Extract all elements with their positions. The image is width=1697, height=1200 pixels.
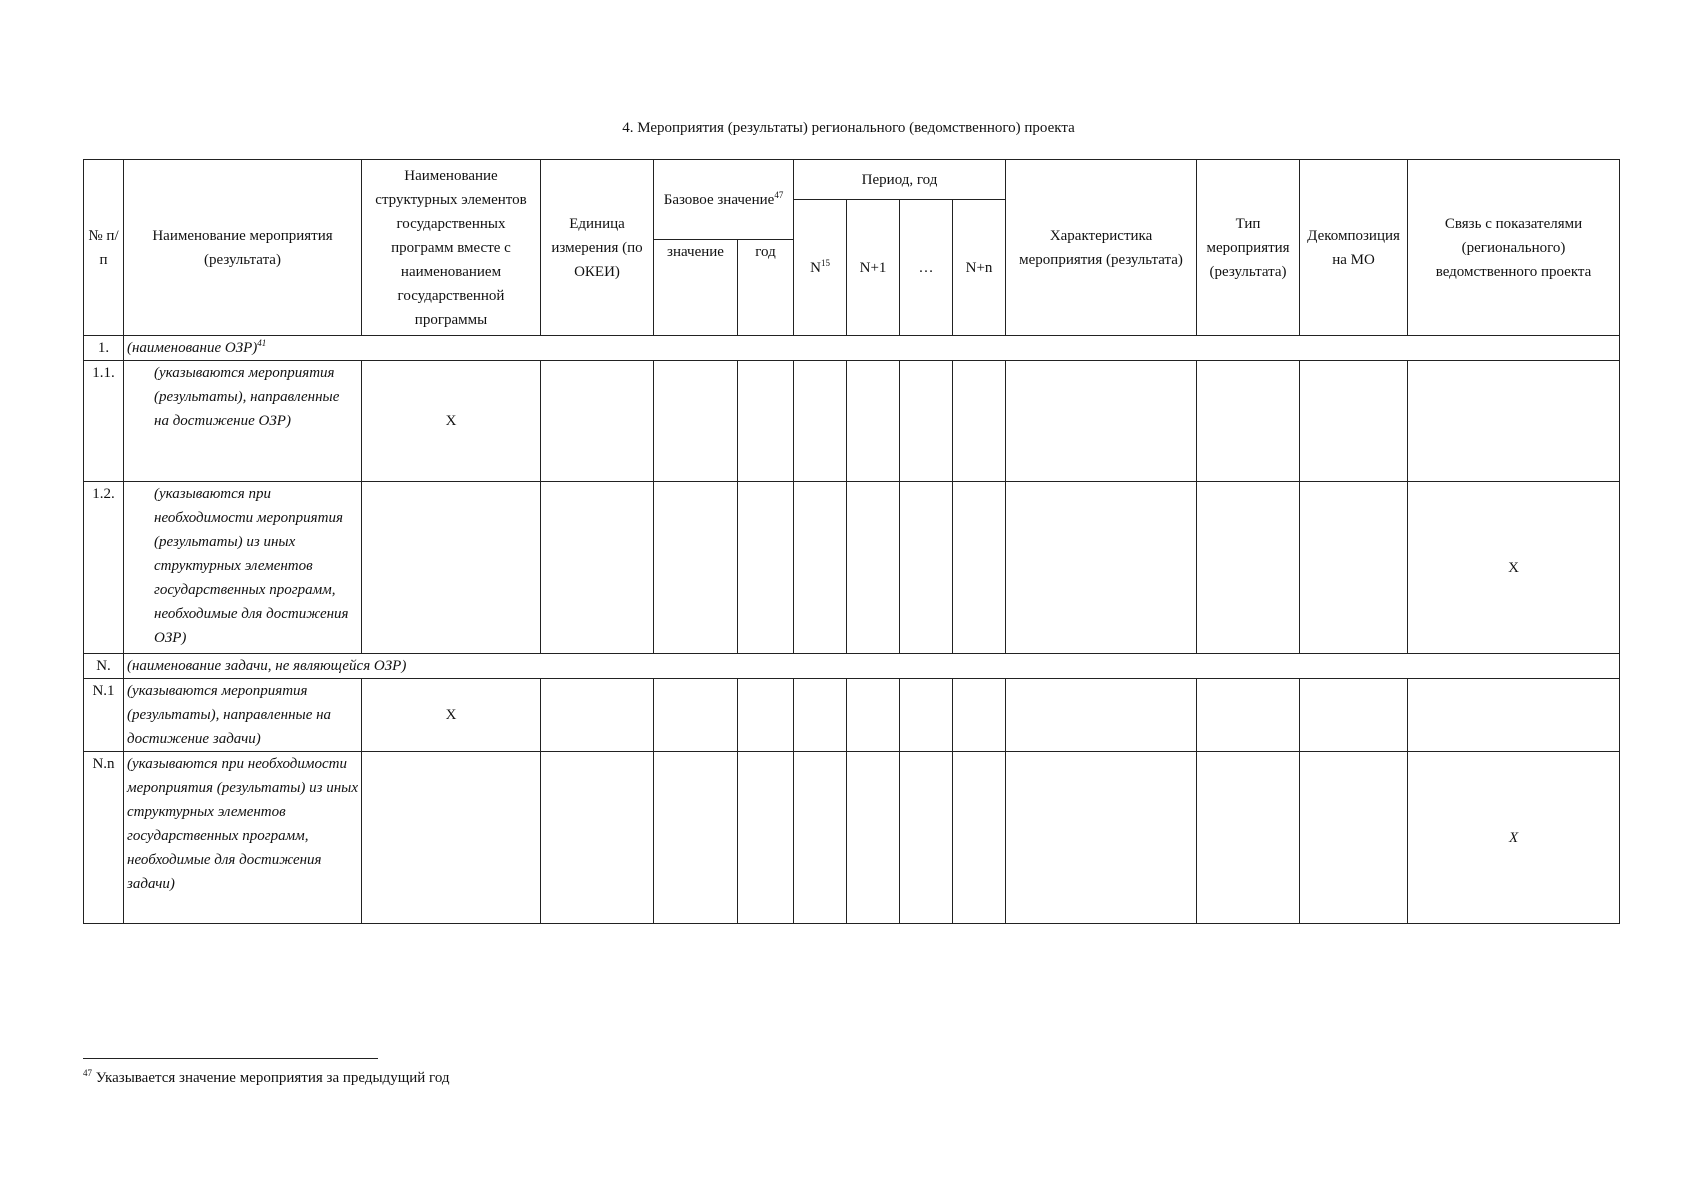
table-row	[84, 336, 1620, 361]
header-decomp: Декомпозиция на МО	[1300, 160, 1408, 336]
header-num: № п/п	[84, 160, 124, 336]
row-struct: X	[362, 361, 541, 482]
row-link	[1408, 361, 1620, 482]
header-type: Тип мероприятия (результата)	[1197, 160, 1300, 336]
row-struct	[362, 482, 541, 654]
header-charact: Характеристика мероприятия (результата)	[1006, 160, 1197, 336]
header-struct: Наименование структурных элементов государственных программ вместе с наименованием государственной программы	[362, 160, 541, 336]
header-link: Связь с показателями (регионального) ведомственного проекта	[1408, 160, 1620, 336]
row-title: (наименование ОЗР)$^{41}$	[124, 336, 1620, 361]
row-text: (указываются мероприятия (результаты), направленные на достижение задачи)	[124, 679, 362, 752]
header-period-ellipsis: …	[900, 200, 953, 336]
row-text: (указываются при необходимости мероприятия (результаты) из иных структурных элементов государственных программ, необходимые для достижения ОЗР)	[124, 482, 362, 654]
footnote: $^{47}$ Указывается значение мероприятия за предыдущий год	[83, 1068, 450, 1086]
row-num: 1.2.	[84, 482, 124, 654]
header-unit: Единица измерения (по ОКЕИ)	[541, 160, 654, 336]
table-row	[84, 482, 1620, 654]
table-row	[84, 679, 1620, 752]
row-struct: X	[362, 679, 541, 752]
header-period-n1: N+1	[847, 200, 900, 336]
row-link: X	[1408, 752, 1620, 924]
row-num: N.	[84, 654, 124, 679]
header-period-n: $N^{15}$	[794, 200, 847, 336]
header-period-nn: N+n	[953, 200, 1006, 336]
row-num: 1.1.	[84, 361, 124, 482]
table-row	[84, 752, 1620, 924]
table-row	[84, 654, 1620, 679]
footnote-divider	[83, 1058, 378, 1059]
row-text: (указываются при необходимости мероприятия (результаты) из иных структурных элементов государственных программ, необходимые для достижения задачи)	[124, 752, 362, 924]
row-num: N.1	[84, 679, 124, 752]
header-base-year: год	[738, 240, 794, 336]
row-link: X	[1408, 482, 1620, 654]
page-title: 4. Мероприятия (результаты) регионального (ведомственного) проекта	[622, 120, 1075, 136]
header-base-value: значение	[654, 240, 738, 336]
activities-table	[83, 159, 1620, 924]
header-name: Наименование мероприятия (результата)	[124, 160, 362, 336]
row-link	[1408, 679, 1620, 752]
row-text: (указываются мероприятия (результаты), направленные на достижение ОЗР)	[124, 361, 362, 482]
row-num: 1.	[84, 336, 124, 361]
table-row	[84, 361, 1620, 482]
header-period: Период, год	[794, 160, 1006, 200]
row-title: (наименование задачи, не являющейся ОЗР)	[124, 654, 1620, 679]
header-base: Базовое значение$^{47}$	[654, 160, 794, 240]
row-struct	[362, 752, 541, 924]
row-num: N.n	[84, 752, 124, 924]
